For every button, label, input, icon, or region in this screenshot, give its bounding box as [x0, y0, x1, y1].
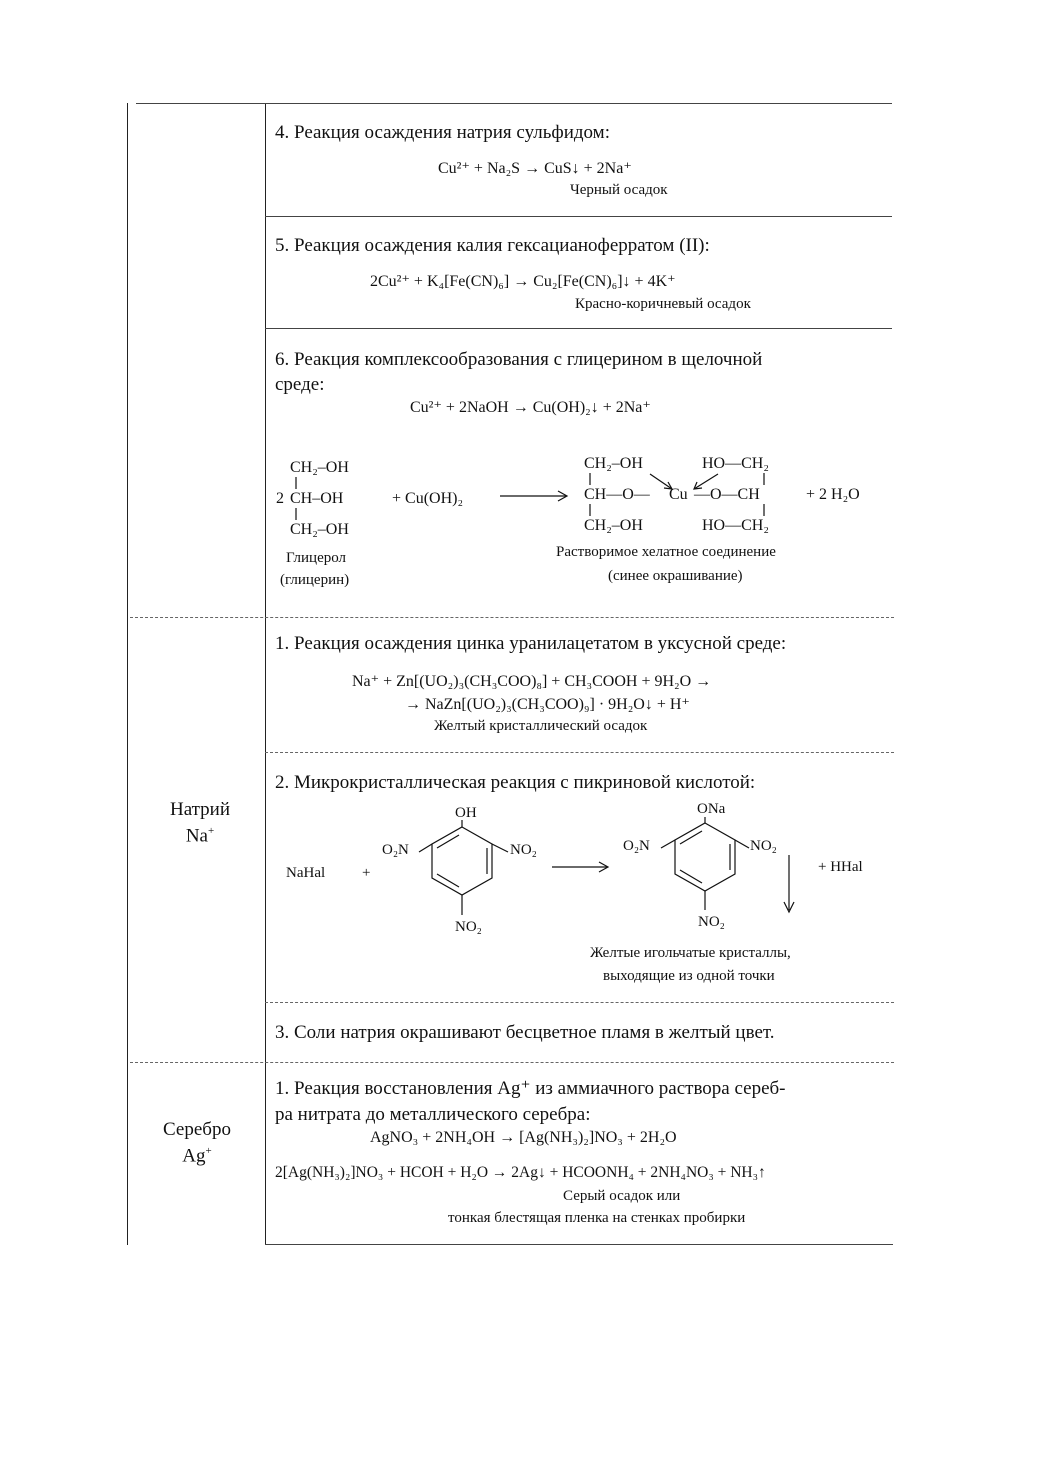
reaction-equation: 2Cu²⁺ + K₄[Fe(CN)₆] → Cu₂[Fe(CN)₆]↓ + 4K⁺ — [370, 273, 676, 290]
chelate-ho-ch2-top: HO—CH₂ — [702, 455, 769, 472]
chelate-name: Растворимое хелатное соединение — [556, 544, 776, 560]
reaction-note: Серый осадок или — [563, 1188, 681, 1204]
picric-o2n-label: O₂N — [382, 842, 409, 858]
reaction-equation: Cu²⁺ + 2NaOH → Cu(OH)₂↓ + 2Na⁺ — [410, 399, 651, 416]
coordination-arrow — [694, 474, 718, 489]
cation-sodium-name: Натрий — [169, 799, 231, 820]
coordination-arrow — [650, 474, 672, 489]
picric-no2-right-label: NO₂ — [510, 842, 537, 858]
chelate-ho-ch2-bottom: HO—CH₂ — [702, 517, 769, 534]
reaction-title: 4. Реакция осаждения натрия сульфидом: — [275, 122, 610, 143]
ring-double-bond — [680, 870, 702, 883]
glycerol-ch2oh-top: CH₂–OH — [290, 459, 349, 476]
substituent-bond — [735, 840, 749, 848]
reaction-title: 6. Реакция комплексообразования с глицерином в щелочной — [275, 349, 763, 370]
reaction-equation-continued: → NaZn[(UO₂)₃(CH₃COO)₉] · 9H₂O↓ + H⁺ — [405, 696, 690, 713]
glycerol-name: Глицерол — [286, 550, 347, 566]
glycerol-coefficient: 2 — [276, 490, 284, 507]
reaction-equation: AgNO₃ + 2NH₄OH → [Ag(NH₃)₂]NO₃ + 2H₂O — [370, 1129, 677, 1146]
picrate-no2-bottom-label: NO₂ — [698, 914, 725, 930]
picric-oh-label: OH — [455, 805, 477, 821]
chelate-right-ch: —O—CH — [694, 486, 760, 503]
glycerol-name-alt: (глицерин) — [280, 572, 350, 588]
byproduct-water: + 2 H₂O — [806, 486, 860, 503]
reaction-title: 3. Соли натрия окрашивают бесцветное пламя в желтый цвет. — [275, 1022, 775, 1043]
cation-sodium-ion: Na+ — [185, 825, 215, 847]
reagent-nahal: NaHal — [286, 865, 326, 881]
reaction-note: Красно-коричневый осадок — [575, 296, 751, 312]
picrate-ona-label: ONa — [697, 801, 726, 817]
glycerol-choh: CH–OH — [290, 490, 344, 507]
reaction-equation: Cu²⁺ + Na₂S → CuS↓ + 2Na⁺ — [438, 160, 632, 177]
cation-silver-name: Серебро — [163, 1119, 231, 1140]
reaction-title: 2. Микрокристаллическая реакция с пикриновой кислотой: — [275, 772, 756, 793]
reaction-note: Черный осадок — [570, 182, 668, 198]
chelate-color-note: (синее окрашивание) — [608, 568, 743, 584]
cation-silver-ion: Ag+ — [182, 1145, 212, 1167]
reaction-note: Желтый кристаллический осадок — [434, 718, 648, 734]
chelate-ch2oh-top: CH₂–OH — [584, 455, 643, 472]
chelate-ch2oh-bottom: CH₂–OH — [584, 517, 643, 534]
chelate-left-ch: CH—O— — [584, 486, 650, 503]
reaction-title-continued: среде: — [275, 374, 325, 395]
picric-benzene-ring — [432, 827, 492, 895]
reaction-title-continued: ра нитрата до металлического серебра: — [275, 1104, 591, 1125]
ring-double-bond — [437, 835, 459, 848]
substituent-bond — [661, 840, 675, 848]
plus-sign: + — [362, 865, 371, 881]
reaction-note: Желтые игольчатые кристаллы, — [590, 945, 791, 961]
reaction-note-continued: выходящие из одной точки — [603, 968, 775, 984]
reagent-copper-hydroxide: + Cu(OH)₂ — [392, 490, 464, 507]
chelate-copper: Cu — [669, 486, 688, 503]
reaction-title: 1. Реакция восстановления Ag⁺ из аммиачного раствора сереб- — [275, 1078, 786, 1099]
picrate-o2n-label: O₂N — [623, 838, 650, 854]
ring-double-bond — [680, 831, 702, 844]
reaction-note-continued: тонкая блестящая пленка на стенках пробирки — [448, 1210, 746, 1226]
glycerol-ch2oh-bottom: CH₂–OH — [290, 521, 349, 538]
reaction-equation: Na⁺ + Zn[(UO₂)₃(CH₃COO)₈] + CH₃COOH + 9H₂O → — [352, 673, 712, 690]
picrate-benzene-ring — [675, 823, 735, 891]
byproduct-hhal: + HHal — [818, 859, 863, 875]
substituent-bond — [492, 844, 508, 852]
reaction-equation-continued: 2[Ag(NH₃)₂]NO₃ + HCOH + H₂O → 2Ag↓ + HCOONH₄ + 2NH₄NO₃ + NH₃↑ — [275, 1164, 766, 1181]
substituent-bond — [419, 844, 432, 852]
ring-double-bond — [437, 874, 459, 887]
coordination-arrow-head — [664, 482, 672, 489]
reaction-title: 5. Реакция осаждения калия гексацианоферратом (II): — [275, 235, 710, 256]
picric-no2-bottom-label: NO₂ — [455, 919, 482, 935]
reaction-title: 1. Реакция осаждения цинка уранилацетатом в уксусной среде: — [275, 633, 787, 654]
picrate-no2-right-label: NO₂ — [750, 838, 777, 854]
